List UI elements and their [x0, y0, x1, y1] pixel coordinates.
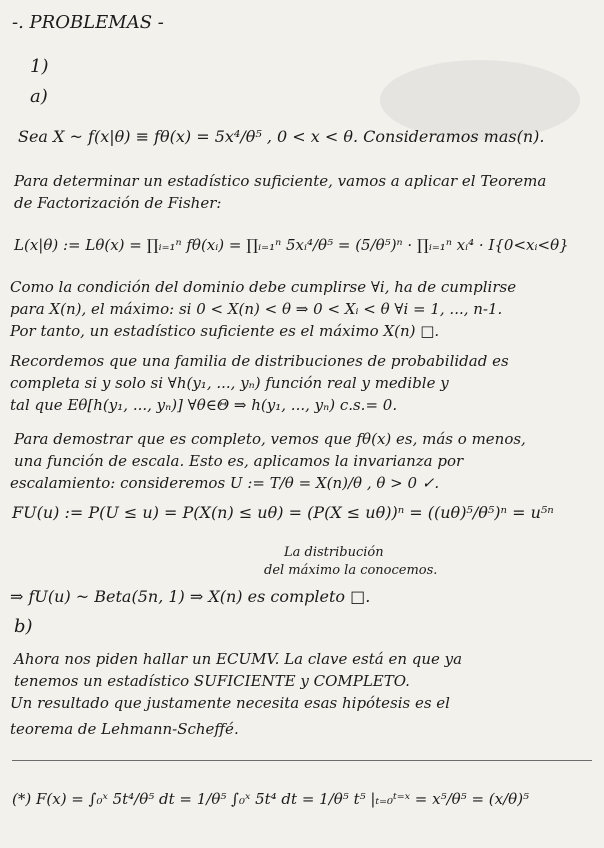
text-line: teorema de Lehmann-Scheffé.	[10, 720, 239, 738]
text-line: tenemos un estadístico SUFICIENTE y COMPLETO.	[14, 672, 410, 690]
text-line: completa si y solo si ∀h(y₁, ..., yₙ) función real y medible y	[10, 374, 449, 392]
text-line: de Factorización de Fisher:	[14, 194, 222, 212]
text-line: Para demostrar que es completo, vemos que fθ(x) es, más o menos,	[14, 430, 526, 448]
beta-conclusion: ⇒ fU(u) ~ Beta(5n, 1) ⇒ X(n) es completo □.	[10, 587, 371, 606]
section-heading: -. PROBLEMAS -	[12, 12, 164, 33]
footnote-integral: (*) F(x) = ∫₀ˣ 5t⁴/θ⁵ dt = 1/θ⁵ ∫₀ˣ 5t⁴ dt = 1/θ⁵ t⁵ |ₜ₌₀ᵗ⁼ˣ = x⁵/θ⁵ = (x/θ)⁵	[12, 790, 530, 808]
text-line: para X(n), el máximo: si 0 < X(n) < θ ⇒ 0 < Xᵢ < θ ∀i = 1, ..., n-1.	[10, 300, 503, 318]
annotation: La distribución	[284, 545, 384, 560]
text-line: Un resultado que justamente necesita esas hipótesis es el	[10, 694, 450, 712]
footnote-divider	[12, 760, 592, 761]
text-line: Por tanto, un estadístico suficiente es el máximo X(n) □.	[10, 322, 440, 340]
likelihood-formula: L(x|θ) := Lθ(x) = ∏ᵢ₌₁ⁿ fθ(xᵢ) = ∏ᵢ₌₁ⁿ 5xᵢ⁴/θ⁵ = (5/θ⁵)ⁿ · ∏ᵢ₌₁ⁿ xᵢ⁴ · I{0<xᵢ<θ}	[14, 236, 569, 254]
text-line: Como la condición del dominio debe cumplirse ∀i, ha de cumplirse	[10, 278, 517, 296]
text-line: Recordemos que una familia de distribuciones de probabilidad es	[10, 352, 509, 370]
part-label-a: a)	[30, 86, 48, 107]
text-line: escalamiento: consideremos U := T/θ = X(n)/θ , θ > 0 ✓.	[10, 474, 440, 492]
text-line: tal que Eθ[h(y₁, ..., yₙ)] ∀θ∈Θ ⇒ h(y₁, ..., yₙ) c.s.= 0.	[10, 396, 398, 414]
text-line: una función de escala. Esto es, aplicamos la invarianza por	[14, 452, 464, 470]
text-line: Para determinar un estadístico suficiente, vamos a aplicar el Teorema	[14, 172, 547, 190]
annotation: del máximo la conocemos.	[264, 563, 438, 578]
cdf-formula: FU(u) := P(U ≤ u) = P(X(n) ≤ uθ) = (P(X ≤ uθ))ⁿ = ((uθ)⁵/θ⁵)ⁿ = u⁵ⁿ	[12, 503, 554, 522]
problem-number: 1)	[30, 56, 49, 77]
text-line: Ahora nos piden hallar un ECUMV. La clave está en que ya	[14, 650, 463, 668]
part-label-b: b)	[14, 616, 33, 637]
density-definition: Sea X ~ f(x|θ) ≡ fθ(x) = 5x⁴/θ⁵ , 0 < x < θ. Consideramos mas(n).	[18, 127, 545, 146]
